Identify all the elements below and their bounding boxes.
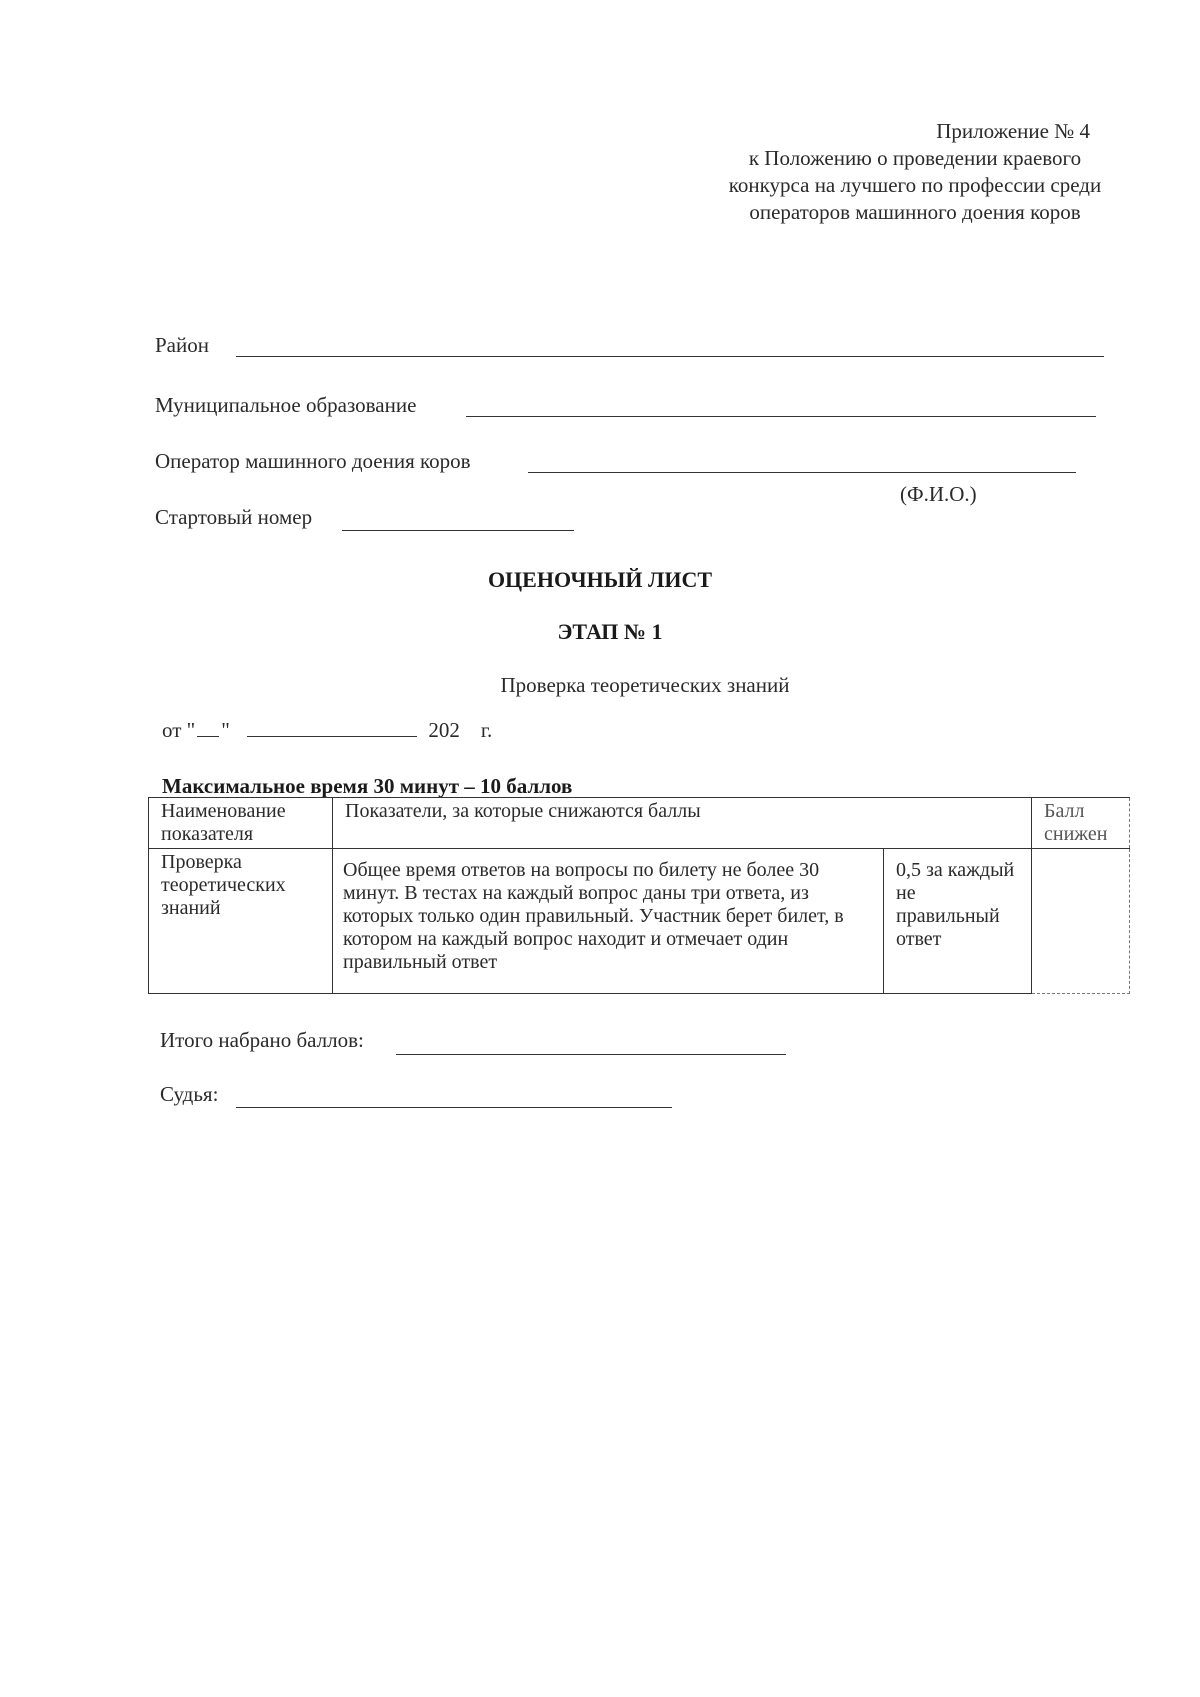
date-from-label: от " xyxy=(162,718,196,742)
year-label: 202 xyxy=(428,718,460,742)
municipality-input-line[interactable] xyxy=(466,416,1096,417)
annex-line-3: конкурса на лучшего по профессии среди xyxy=(728,173,1102,197)
operator-input-line[interactable] xyxy=(528,472,1076,473)
row-description: Общее время ответов на вопросы по билету не более 30 минут. В тестах на каждый вопрос даны три ответа, из которых только один правильный. Участник берет билет, в котором на каждый вопрос находит и отмечает один правильный ответ xyxy=(333,849,884,994)
year-suffix: г. xyxy=(480,718,493,742)
total-score-label: Итого набрано баллов: xyxy=(160,1028,364,1052)
total-score-input-line[interactable] xyxy=(396,1054,786,1055)
judge-label: Судья: xyxy=(160,1082,219,1106)
stage-subtitle: Проверка теоретических знаний xyxy=(500,673,790,697)
municipality-label: Муниципальное образование xyxy=(155,393,417,417)
header-indicators: Показатели, за которые снижаются баллы xyxy=(333,798,1032,849)
row-penalty: 0,5 за каждый не правильный ответ xyxy=(884,849,1032,994)
row-score-input[interactable] xyxy=(1032,849,1130,994)
district-input-line[interactable] xyxy=(236,356,1104,357)
evaluation-table xyxy=(148,797,1130,994)
row-indicator-name: Проверка теоретических знаний xyxy=(149,849,333,994)
annex-number: Приложение № 4 xyxy=(936,119,1090,143)
start-number-input-line[interactable] xyxy=(342,530,574,531)
start-number-label: Стартовый номер xyxy=(155,505,313,529)
month-input-line[interactable] xyxy=(247,720,417,737)
date-line xyxy=(162,718,492,743)
annex-line-4: операторов машинного доения коров xyxy=(749,200,1081,224)
table-row xyxy=(149,849,1130,994)
header-indicator-name: Наименование показателя xyxy=(149,798,333,849)
fio-hint: (Ф.И.О.) xyxy=(900,482,977,506)
operator-label: Оператор машинного доения коров xyxy=(155,449,471,473)
stage-title: ЭТАП № 1 xyxy=(557,619,663,644)
date-quote-close: " xyxy=(221,718,230,742)
judge-signature-line[interactable] xyxy=(236,1107,672,1108)
table-header-row xyxy=(149,798,1130,849)
document-title: ОЦЕНОЧНЫЙ ЛИСТ xyxy=(487,567,713,592)
annex-line-2: к Положению о проведении краевого xyxy=(748,146,1082,170)
max-time-note: Максимальное время 30 минут – 10 баллов xyxy=(162,774,573,798)
header-score: Балл снижен xyxy=(1032,798,1130,849)
annex-header xyxy=(690,118,1140,226)
day-input-line[interactable] xyxy=(197,720,219,737)
district-label: Район xyxy=(155,333,209,357)
